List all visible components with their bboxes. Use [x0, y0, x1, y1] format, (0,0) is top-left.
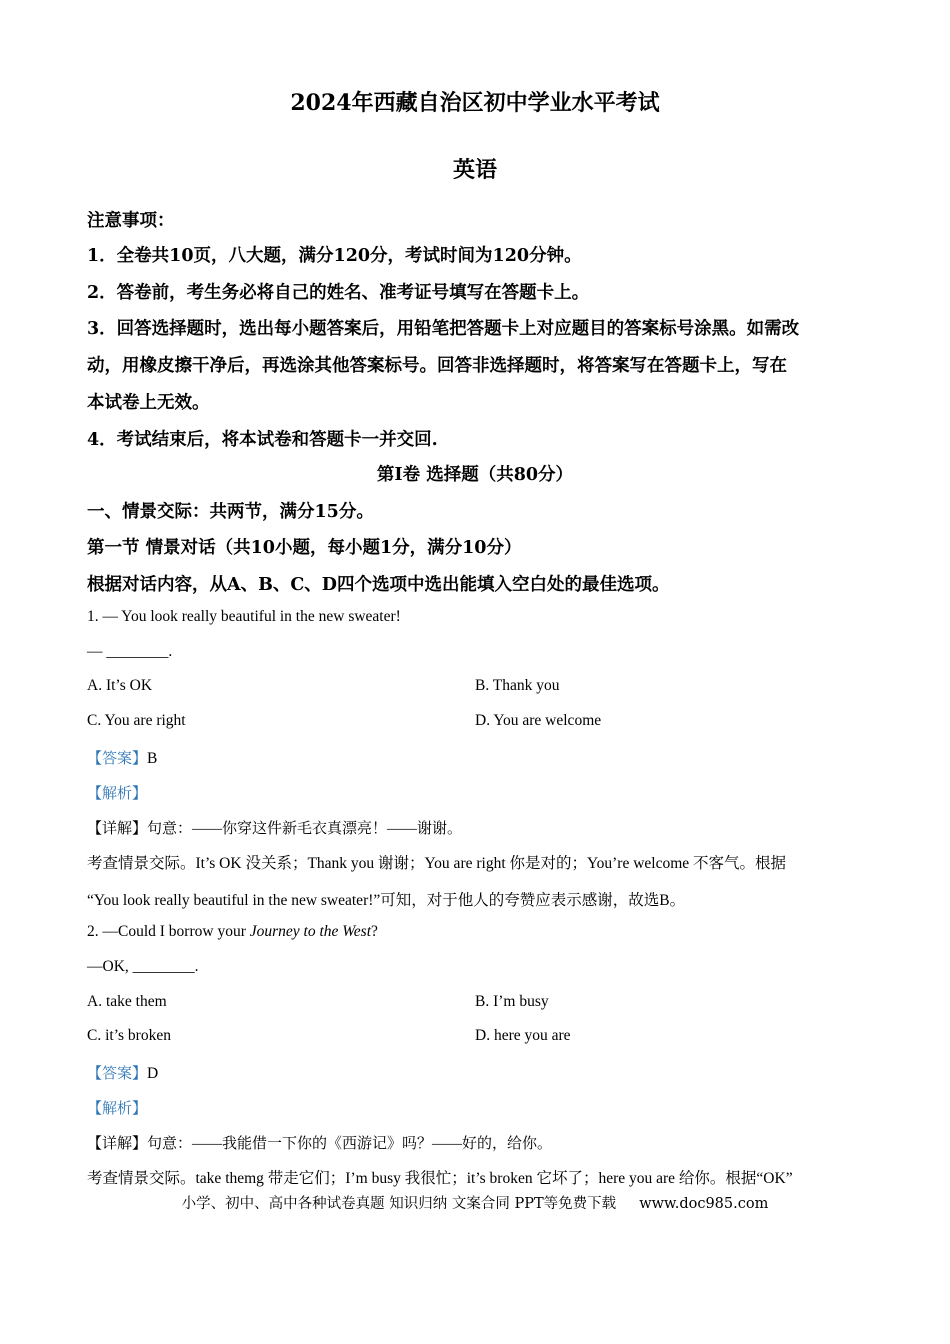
answer-label: 【答案】: [87, 751, 148, 767]
page-footer: [0, 1192, 950, 1213]
subpart-1-heading: 第一节 情景对话（共10小题，每小题1分，满分10分）: [87, 538, 522, 558]
instruction: 根据对话内容，从A、B、C、D四个选项中选出能填入空白处的最佳选项。: [87, 575, 670, 595]
question-2-analysis-label: 【解析】: [87, 1101, 148, 1117]
question-2-option-b: B. I’m busy: [475, 993, 549, 1010]
question-1-option-c: C. You are right: [87, 712, 186, 729]
question-2-answer: [87, 1062, 158, 1083]
question-1-option-d: D. You are welcome: [475, 712, 602, 729]
detail-text: 句意：——我能借一下你的《西游记》吗？——好的，给你。: [147, 1136, 553, 1152]
question-1-explain-line-1: 考查情景交际。It’s OK 没关系；Thank you 谢谢；You are right 你是对的；You’re welcome 不客气。根据: [87, 855, 787, 872]
question-1-option-b: B. Thank you: [475, 677, 560, 694]
question-2-option-c: C. it’s broken: [87, 1027, 171, 1044]
question-2-prefix: 2. —Could I borrow your: [87, 923, 250, 940]
book-title: Journey to the West: [249, 923, 371, 940]
answer-label: 【答案】: [87, 1066, 148, 1082]
notice-item-4: 4．考试结束后，将本试卷和答题卡一并交回.: [87, 430, 438, 450]
question-1-detail: [87, 817, 462, 838]
exam-title: 2024年西藏自治区初中学业水平考试: [290, 90, 660, 116]
question-1-option-a: A. It’s OK: [87, 677, 153, 694]
part-1-heading: 一、情景交际：共两节，满分15分。: [87, 502, 374, 522]
detail-label: 【详解】: [87, 1136, 148, 1152]
subject-title: 英语: [452, 157, 497, 183]
answer-value: B: [147, 750, 158, 767]
notice-item-3-line-2: 动，用橡皮擦干净后，再选涂其他答案标号。回答非选择题时，将答案写在答题卡上，写在: [87, 356, 787, 376]
question-2-explain-line-1: 考查情景交际。take themg 带走它们；I’m busy 我很忙；it’s broken 它坏了；here you are 给你。根据“OK”: [87, 1170, 793, 1187]
question-1-line-2: — ________.: [87, 643, 173, 660]
question-1-analysis-label: 【解析】: [87, 786, 148, 802]
notice-item-1: 1．全卷共10页，八大题，满分120分，考试时间为120分钟。: [87, 246, 582, 266]
question-1-line-1: 1. — You look really beautiful in the new sweater!: [87, 608, 401, 625]
question-2-suffix: ?: [371, 923, 378, 940]
volume-title: 第Ⅰ卷 选择题（共80分）: [376, 465, 574, 485]
notice-item-3-line-1: 3．回答选择题时，选出每小题答案后，用铅笔把答题卡上对应题目的答案标号涂黑。如需改: [87, 319, 800, 339]
detail-text: 句意：——你穿这件新毛衣真漂亮！——谢谢。: [147, 821, 463, 837]
question-2-line-1: [87, 923, 378, 941]
question-2-detail: [87, 1132, 552, 1153]
notice-item-3-line-3: 本试卷上无效。: [87, 393, 210, 413]
question-1-explain-line-2: “You look really beautiful in the new sweater!”可知，对于他人的夸赞应表示感谢，故选B。: [87, 892, 686, 909]
footer-text: 小学、初中、高中各种试卷真题 知识归纳 文案合同 PPT等免费下载: [181, 1196, 617, 1212]
notice-heading: 注意事项：: [87, 211, 175, 231]
question-1-answer: [87, 747, 157, 768]
question-2-option-d: D. here you are: [475, 1027, 571, 1044]
notice-item-2: 2．答卷前，考生务必将自己的姓名、准考证号填写在答题卡上。: [87, 283, 590, 303]
question-2-line-2: —OK, ________.: [87, 958, 199, 975]
footer-site-link[interactable]: www.doc985.com: [639, 1196, 769, 1212]
question-2-option-a: A. take them: [87, 993, 167, 1010]
detail-label: 【详解】: [87, 821, 148, 837]
answer-value: D: [147, 1065, 159, 1082]
